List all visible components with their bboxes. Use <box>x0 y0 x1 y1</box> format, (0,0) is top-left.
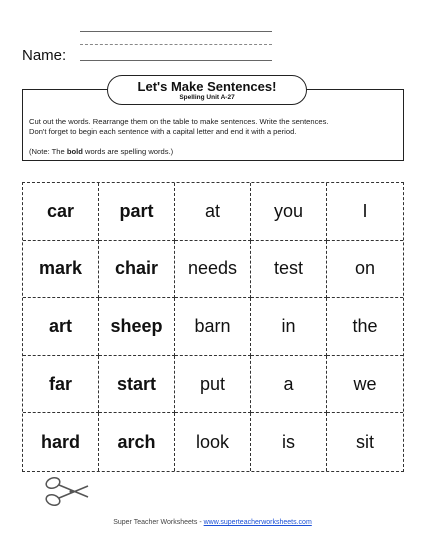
word-card: mark <box>23 241 99 299</box>
word-card: look <box>175 413 251 471</box>
word-card: start <box>99 356 175 414</box>
instructions-text <box>29 117 399 137</box>
title-banner <box>107 75 307 105</box>
instructions-note <box>29 147 173 156</box>
note-prefix: (Note: The <box>29 147 67 156</box>
footer-separator: - <box>197 519 204 526</box>
word-card: far <box>23 356 99 414</box>
word-card: sheep <box>99 298 175 356</box>
instructions-line-2: Don't forget to begin each sentence with a capital letter and end it with a period. <box>29 127 297 136</box>
name-mid-dashed-line <box>80 44 272 45</box>
note-suffix: words are spelling words.) <box>82 147 174 156</box>
worksheet-title: Let's Make Sentences! <box>137 79 277 94</box>
word-card: art <box>23 298 99 356</box>
word-card: test <box>251 241 327 299</box>
scissors-icon <box>44 474 92 508</box>
word-card: needs <box>175 241 251 299</box>
word-card: you <box>251 183 327 241</box>
footer-link[interactable]: www.superteacherworksheets.com <box>203 519 312 526</box>
name-label: Name: <box>22 47 67 64</box>
name-writing-line <box>80 60 272 61</box>
word-card: chair <box>99 241 175 299</box>
word-card: put <box>175 356 251 414</box>
word-card: barn <box>175 298 251 356</box>
word-card: hard <box>23 413 99 471</box>
word-card: we <box>327 356 403 414</box>
word-card: at <box>175 183 251 241</box>
word-card: sit <box>356 431 374 452</box>
instructions-line-1: Cut out the words. Rearrange them on the table to make sentences. Write the sentences. <box>29 117 329 126</box>
word-card: is <box>251 413 327 471</box>
worksheet-subtitle: Spelling Unit A-27 <box>179 94 235 101</box>
word-card: part <box>99 183 175 241</box>
word-card: in <box>251 298 327 356</box>
word-card-grid <box>22 182 404 472</box>
name-top-line <box>80 31 272 32</box>
word-card: the <box>327 298 403 356</box>
word-card: I <box>327 183 403 241</box>
word-card: arch <box>99 413 175 471</box>
word-card: a <box>251 356 327 414</box>
word-card: car <box>23 183 99 241</box>
footer-brand: Super Teacher Worksheets <box>113 519 198 526</box>
footer <box>0 519 425 526</box>
word-card: on <box>327 241 403 299</box>
note-bold: bold <box>66 147 83 156</box>
